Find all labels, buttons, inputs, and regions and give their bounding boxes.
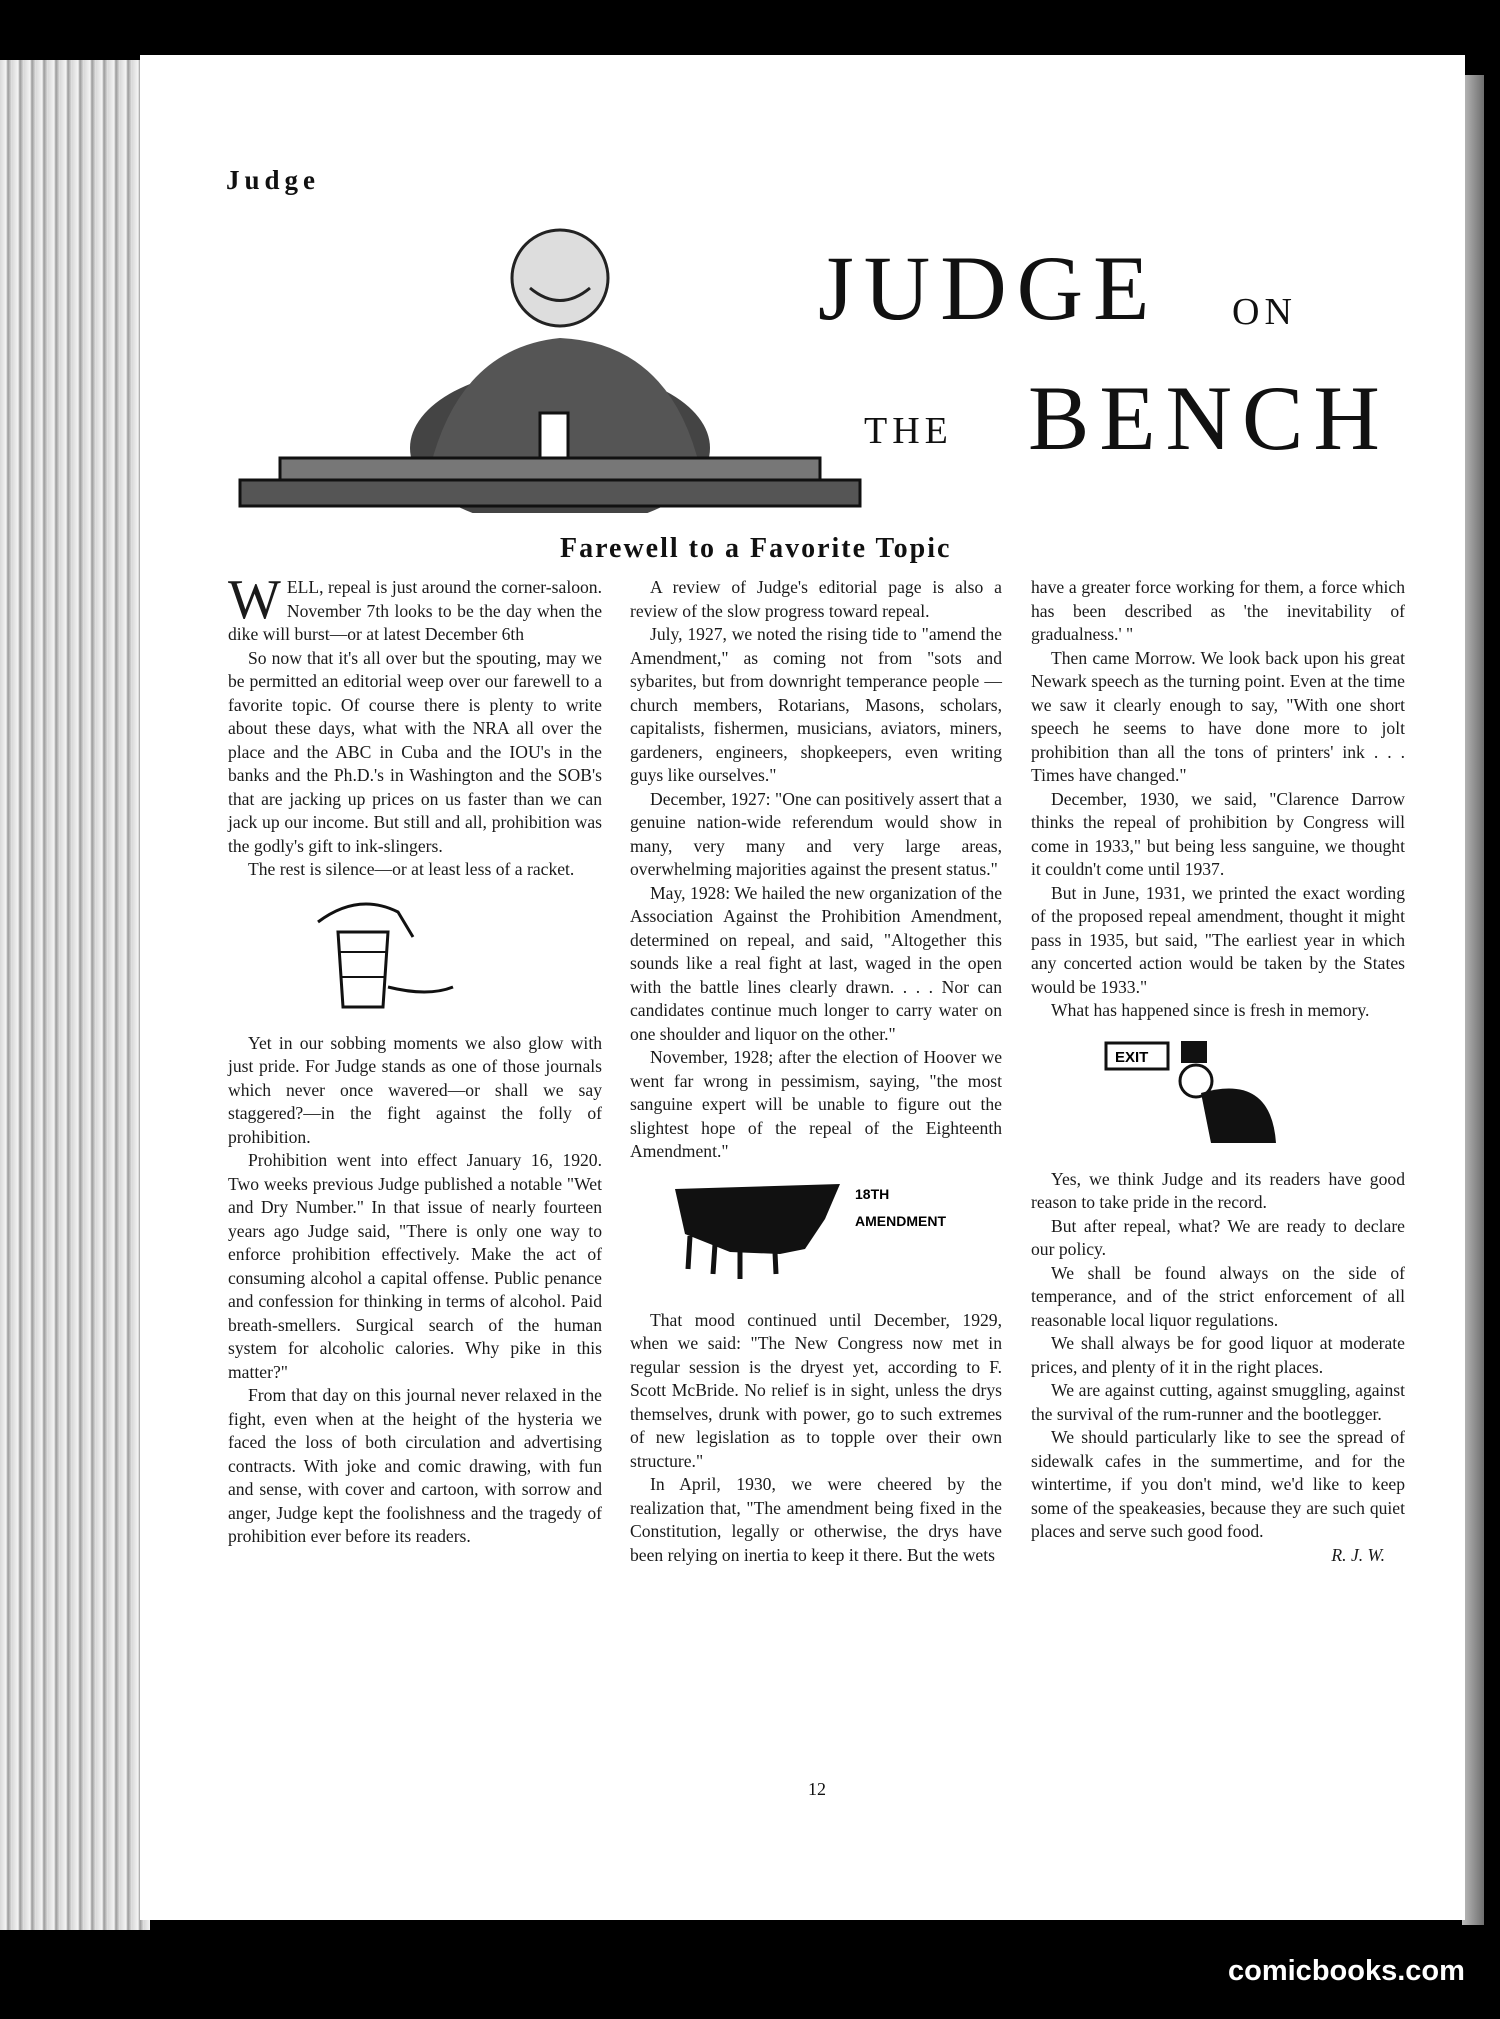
paragraph: But in June, 1931, we printed the exact wording of the proposed repeal amendment, thought it might pass in 1935, but said, "The earliest year in which any concerted action would be taken by the States would be 1933." (1031, 882, 1405, 997)
map-label-amendment: AMENDMENT (855, 1212, 946, 1229)
wastebasket-drawing (228, 892, 602, 1022)
drop-cap: W (228, 569, 281, 631)
paragraph: Then came Morrow. We look back upon his great Newark speech as the turning point. Even at the time we saw it clearly enough to say, "With one short speech he seems to have done more to jolt prohibition than all the tons of printers' ink . . . Times have changed." (1031, 647, 1405, 785)
paragraph: We are against cutting, against smuggling, against the survival of the rum-runner and the bootlegger. (1031, 1380, 1405, 1424)
paragraph: November, 1928; after the election of Hoover we went far wrong in pessimism, saying, "the most sanguine expert will be unable to figure out the slightest hope of the repeal of the Eighteenth Amendment." (630, 1047, 1002, 1161)
title-the: THE (864, 410, 953, 452)
paragraph: May, 1928: We hailed the new organization of the Association Against the Prohibition Amendment, determined on repeal, and said, "Altogether this sounds like a real fight at last, waged in the open with the battle lines clearly drawn. . . . Nor can candidates continue much longer to carry water on one shoulder and liquor on the other." (630, 882, 1002, 1044)
author-signature: R. J. W. (1331, 1544, 1385, 1565)
page-number: 12 (808, 1779, 826, 1799)
paragraph: Yes, we think Judge and its readers have good reason to take pride in the record. (1031, 1168, 1405, 1212)
article-column-1 (228, 569, 602, 1549)
paragraph: Prohibition went into effect January 16, 1920. Two weeks previous Judge published a notable "Wet and Dry Number." In that issue of nearly fourteen years ago Judge said, "There is only one way to enforce prohibition effectively. Make the act of consuming alcohol a capital offense. Public penance and confession for thinking in terms of alcohol. Paid breath-smellers. Surgical search of the human system for alcoholic calories. Why pike in this matter?" (228, 1150, 602, 1382)
exit-figure-drawing (1031, 1033, 1405, 1158)
paragraph: July, 1927, we noted the rising tide to "amend the Amendment," as coming not from "sots and sybarites, but from downright temperance people — church members, Rotarians, Masons, scholars, capitalists, fishermen, musicians, aviators, miners, gardeners, engineers, shopkeepers, even writing guys like ourselves." (630, 624, 1002, 785)
paragraph: December, 1930, we said, "Clarence Darrow thinks the repeal of prohibition by Congress will come in 1933," but being less sanguine, we thought it couldn't come until 1937. (1031, 788, 1405, 879)
judge-on-bench-illustration (230, 218, 870, 513)
paragraph: December, 1927: "One can positively assert that a genuine nation-wide referendum would show in many, very many and very large areas, overwhelming majorities against the present status." (630, 788, 1002, 879)
article-column-3 (1031, 576, 1405, 1567)
paragraph: But after repeal, what? We are ready to declare our policy. (1031, 1215, 1405, 1259)
running-head: Judge (226, 165, 321, 195)
paragraph: The rest is silence—or at least less of a racket. (248, 859, 575, 879)
paragraph: So now that it's all over but the spouting, may we be permitted an editorial weep over our farewell to a favorite topic. Of course there is plenty to write about these days, what with the NRA all over the place and the ABC in Cuba and the IOU's in the banks and the Ph.D.'s in Washington and the SOB's that are jacking up prices on us faster than we can jack up our income. But still and all, prohibition was the godly's gift to ink-slingers. (228, 647, 602, 856)
book-page-edges (0, 60, 150, 1930)
map-label-18th: 18TH (855, 1185, 890, 1202)
dripping-map-drawing (630, 1174, 1002, 1299)
paragraph: WELL, repeal is just around the corner-saloon. November 7th looks to be the day when the dike will burst—or at latest December 6th (228, 569, 602, 644)
title-on: ON (1232, 291, 1297, 333)
paragraph: We shall be found always on the side of temperance, and of the strict enforcement of all reasonable local liquor regulations. (1031, 1262, 1405, 1330)
exit-sign-text: EXIT (1115, 1048, 1149, 1066)
book-right-edge (1462, 75, 1484, 1925)
paragraph: In April, 1930, we were cheered by the realization that, "The amendment being fixed in the Constitution, legally or otherwise, the drys have been relying on inertia to keep it there. But the wets (630, 1474, 1002, 1565)
site-watermark: comicbooks.com (1228, 1955, 1465, 1987)
paragraph: Yet in our sobbing moments we also glow with just pride. For Judge stands as one of those journals which never once wavered—or shall we say staggered?—in the fight against the folly of prohibition. (228, 1032, 602, 1147)
paragraph: We should particularly like to see the spread of sidewalk cafes in the summertime, and for the wintertime, if you don't mind, we'd like to keep some of the speakeasies, because they are such quiet places and serve such good food. (1031, 1427, 1405, 1541)
paragraph: From that day on this journal never relaxed in the fight, even when at the height of the hysteria we faced the loss of both circulation and advertising contracts. With joke and comic drawing, with fun and sense, with cover and cartoon, with sorrow and anger, Judge kept the foolishness and the tragedy of prohibition ever before its readers. (228, 1385, 602, 1546)
title-judge: JUDGE (818, 237, 1160, 339)
paragraph: That mood continued until December, 1929, when we said: "The New Congress now met in regular session is the dryest yet, according to F. Scott McBride. No relief is in sight, unless the drys themselves, drunk with power, go to such extremes of new legislation as to topple over their own structure." (630, 1309, 1002, 1471)
title-bench: BENCH (1028, 367, 1390, 469)
paragraph: What has happened since is fresh in memory. (1051, 1000, 1370, 1020)
paragraph: We shall always be for good liquor at moderate prices, and plenty of it in the right places. (1031, 1333, 1405, 1377)
paragraph: A review of Judge's editorial page is also a review of the slow progress toward repeal. (630, 577, 1002, 621)
article-column-2 (630, 576, 1002, 1567)
article-subtitle: Farewell to a Favorite Topic (560, 533, 952, 564)
paragraph: have a greater force working for them, a force which has been described as 'the inevitability of gradualness.' " (1031, 577, 1405, 644)
